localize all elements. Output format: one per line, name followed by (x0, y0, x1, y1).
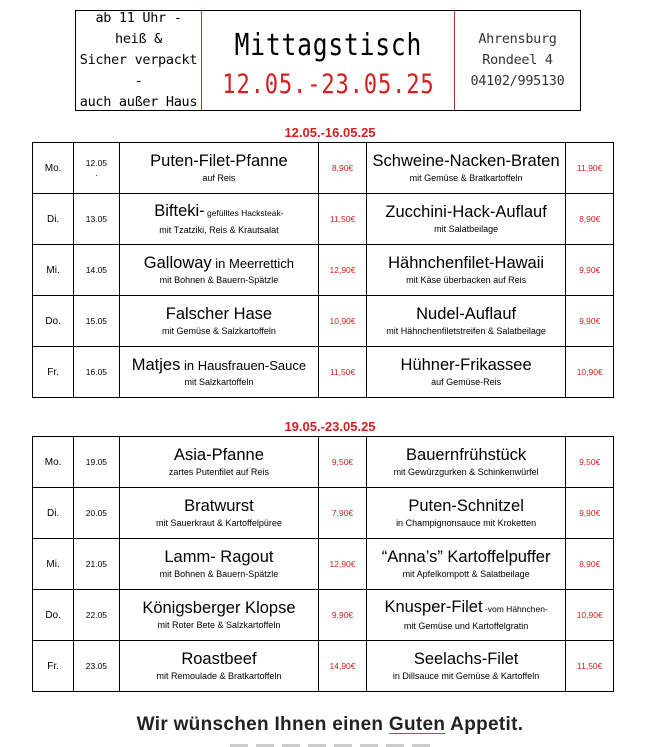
price-label: 9,90€ (331, 610, 354, 620)
dish-name-line (367, 650, 566, 669)
dish-cell (119, 296, 319, 347)
dish-description: mit Bohnen & Bauern-Spätzle (159, 275, 279, 285)
price-cell (319, 641, 367, 692)
dish-name-line (120, 305, 319, 324)
day-cell (33, 245, 74, 296)
day-cell (33, 488, 74, 539)
dish-cell (366, 590, 566, 641)
price-label: 8,90€ (579, 214, 601, 224)
day-cell (33, 296, 74, 347)
dish-name-line (367, 203, 566, 222)
page-title: Mittagstisch (234, 27, 422, 63)
address-city: Ahrensburg (478, 31, 557, 47)
dish-description: mit Hähnchenfiletstreifen & Salatbeilage (386, 326, 546, 336)
day-cell (33, 590, 74, 641)
dish-name-line (367, 254, 566, 273)
dish-name: Bifteki- (154, 202, 205, 220)
dish-description: mit Remoulade & Bratkartoffeln (156, 671, 282, 681)
header-box (75, 10, 581, 111)
day-label: Di. (46, 213, 60, 225)
dish-name-line (367, 305, 566, 324)
price-cell (566, 488, 614, 539)
dish-name-suffix: gefülltes Hacksteak- (204, 208, 284, 218)
price-label: 12,90€ (329, 559, 356, 569)
price-label: 9,90€ (579, 265, 601, 275)
price-cell (319, 590, 367, 641)
price-label: 11,50€ (329, 214, 356, 224)
dish-description: mit Roter Bete & Salzkartoffeln (157, 620, 281, 630)
dish-cell (366, 347, 566, 398)
day-cell (33, 437, 74, 488)
table-row (33, 641, 614, 692)
date-cell (74, 539, 119, 590)
date-cell (74, 347, 119, 398)
dish-description: mit Bohnen & Bauern-Spätzle (159, 569, 279, 579)
dish-name: Hähnchenfilet-Hawaii (388, 254, 545, 272)
day-label: Mi. (46, 264, 60, 276)
price-cell (319, 143, 367, 194)
dish-description: mit Gewürzgurken & Schinkenwürfel (393, 467, 539, 477)
price-cell (319, 347, 367, 398)
price-label: 10,90€ (576, 367, 603, 377)
day-cell (33, 641, 74, 692)
dish-description: mit Tzatziki, Reis & Krautsalat (159, 225, 279, 235)
dish-name-line (120, 497, 319, 516)
dish-name: Lamm- Ragout (164, 548, 274, 566)
dish-name-line (367, 548, 566, 567)
day-cell (33, 347, 74, 398)
dish-description: zartes Putenfilet auf Reis (168, 467, 269, 477)
dish-name-line (367, 446, 566, 465)
price-label: 9,50€ (331, 457, 354, 467)
price-label: 8,90€ (579, 559, 601, 569)
dish-name: Galloway (143, 254, 212, 272)
address-phone: 04102/995130 (470, 73, 565, 89)
price-cell (319, 194, 367, 245)
week-title: 12.05.-16.05.25 (284, 125, 376, 140)
price-label: 9,90€ (579, 316, 601, 326)
dish-name: Puten-Filet-Pfanne (150, 152, 288, 170)
date-cell (74, 590, 119, 641)
dish-name-line (367, 497, 566, 516)
day-label: Di. (46, 507, 60, 519)
price-cell (566, 194, 614, 245)
service-line: ab 11 Uhr - heiß & (95, 10, 182, 47)
dish-name: Schweine-Nacken-Braten (372, 152, 560, 170)
price-label: 11,50€ (329, 367, 356, 377)
date-cell (74, 245, 119, 296)
date-label: 14.05 (85, 265, 108, 275)
dish-cell (119, 437, 319, 488)
price-cell (566, 539, 614, 590)
day-cell (33, 539, 74, 590)
dish-name-line (120, 446, 319, 465)
dish-cell (366, 488, 566, 539)
date-label: 19.05 (85, 457, 108, 467)
dish-name-line (120, 356, 319, 375)
dish-cell (119, 590, 319, 641)
day-label: Mi. (46, 558, 60, 570)
day-label: Mo. (44, 456, 62, 468)
dish-cell (366, 539, 566, 590)
price-label: 11,90€ (577, 163, 603, 173)
dish-cell (119, 245, 319, 296)
price-label: 9,90€ (579, 508, 601, 518)
date-extra: . (95, 168, 98, 178)
week-title: 19.05.-23.05.25 (284, 419, 376, 434)
dish-description: in Dillsauce mit Gemüse & Kartoffeln (392, 671, 540, 681)
dish-name: Knusper-Filet (384, 598, 483, 616)
dish-name-line (120, 254, 319, 273)
header-service-info (76, 11, 202, 110)
dish-name: Roastbeef (181, 650, 257, 668)
dish-name-line (120, 202, 319, 223)
price-label: 12,90€ (329, 265, 356, 275)
date-cell (74, 641, 119, 692)
dish-name-line (367, 598, 566, 619)
dish-name: Königsberger Klopse (142, 599, 296, 617)
dish-name-line (367, 356, 566, 375)
day-label: Do. (45, 609, 61, 621)
dish-cell (366, 143, 566, 194)
dish-description: mit Apfelkompott & Salatbeilage (402, 569, 530, 579)
dish-description: mit Sauerkraut & Kartoffelpüree (155, 518, 282, 528)
date-label: 15.05 (85, 316, 108, 326)
price-label: 8,90€ (331, 163, 354, 173)
price-cell (566, 641, 614, 692)
dish-name-suffix: in Meerrettich (211, 256, 295, 271)
dish-name: Seelachs-Filet (413, 650, 519, 668)
dish-cell (119, 641, 319, 692)
footer-text-pre: Wir wünschen Ihnen einen (136, 714, 389, 735)
dish-name: “Anna’s” Kartoffelpuffer (381, 548, 551, 566)
dish-description: auf Gemüse-Reis (431, 377, 502, 387)
dish-name: Matjes (131, 356, 181, 374)
price-label: 7,90€ (331, 508, 354, 518)
date-cell (74, 488, 119, 539)
price-cell (566, 347, 614, 398)
date-cell (74, 437, 119, 488)
dish-name-line (120, 650, 319, 669)
table-row (33, 143, 614, 194)
dish-name: Puten-Schnitzel (408, 497, 524, 515)
date-cell (74, 296, 119, 347)
dish-name-line (120, 152, 319, 171)
dish-description: mit Salzkartoffeln (184, 377, 254, 387)
price-label: 11,50€ (577, 661, 603, 671)
dish-name-suffix: in Hausfrauen-Sauce (180, 358, 307, 373)
price-cell (566, 245, 614, 296)
date-label: 20.05 (85, 508, 108, 518)
dish-name: Bratwurst (184, 497, 254, 515)
footer-greeting (0, 714, 660, 736)
day-label: Fr. (47, 660, 59, 672)
table-row (33, 437, 614, 488)
dish-name-suffix: -vom Hähnchen- (482, 604, 548, 614)
dish-name: Hühner-Frikassee (400, 356, 532, 374)
price-label: 10,90€ (329, 316, 356, 326)
day-cell (33, 194, 74, 245)
table-row (33, 194, 614, 245)
dish-cell (119, 347, 319, 398)
week-table (32, 436, 614, 692)
dish-description: mit Gemüse & Salzkartoffeln (161, 326, 276, 336)
dish-name: Falscher Hase (165, 305, 273, 323)
dish-description: in Champignonsauce mit Kroketten (396, 518, 537, 528)
price-cell (319, 245, 367, 296)
price-cell (319, 488, 367, 539)
dish-cell (366, 437, 566, 488)
date-cell (74, 143, 119, 194)
day-cell (33, 143, 74, 194)
dish-name: Zucchini-Hack-Auflauf (385, 203, 547, 221)
price-cell (566, 143, 614, 194)
dish-name-line (120, 548, 319, 567)
price-label: 10,90€ (576, 610, 603, 620)
date-label: 23.05 (85, 661, 108, 671)
price-cell (319, 437, 367, 488)
date-label: 16.05 (85, 367, 108, 377)
dish-description: mit Salatbeilage (434, 224, 499, 234)
service-line: Sicher verpackt - (79, 52, 198, 89)
dish-description: mit Käse überbacken auf Reis (406, 275, 527, 285)
footer-text-post: Appetit. (445, 714, 524, 735)
dish-cell (366, 194, 566, 245)
table-row (33, 347, 614, 398)
dish-name: Nudel-Auflauf (416, 305, 517, 323)
service-line-text: auch außer Haus (79, 94, 198, 110)
date-label: 22.05 (85, 610, 108, 620)
table-row (33, 590, 614, 641)
dish-name: Bauernfrühstück (406, 446, 527, 464)
dish-cell (119, 488, 319, 539)
dish-cell (366, 245, 566, 296)
dish-description: auf Reis (202, 173, 236, 183)
table-row (33, 296, 614, 347)
dish-name-line (120, 599, 319, 618)
dish-cell (366, 296, 566, 347)
day-label: Mo. (44, 162, 62, 174)
dish-description: mit Gemüse & Bratkartoffeln (409, 173, 523, 183)
price-cell (566, 590, 614, 641)
date-label: 12.05 (85, 158, 108, 168)
week-table (32, 142, 614, 398)
price-cell (319, 296, 367, 347)
dish-cell (119, 194, 319, 245)
footer-text-highlight: Guten (388, 714, 446, 735)
header-title-block (202, 11, 455, 110)
dish-name: Asia-Pfanne (173, 446, 264, 464)
day-label: Fr. (47, 366, 59, 378)
address-street: Rondeel 4 (482, 52, 553, 68)
price-cell (319, 539, 367, 590)
dish-cell (119, 539, 319, 590)
day-label: Do. (45, 315, 61, 327)
price-cell (566, 296, 614, 347)
dish-name-line (367, 152, 566, 171)
dish-description: mit Gemüse und Kartoffelgratin (403, 621, 529, 631)
date-cell (74, 194, 119, 245)
header-address (455, 11, 580, 110)
dish-cell (119, 143, 319, 194)
service-line (80, 92, 197, 113)
table-row (33, 488, 614, 539)
price-label: 14,90€ (329, 661, 356, 671)
price-label: 9,50€ (579, 457, 601, 467)
table-row (33, 539, 614, 590)
date-range: 12.05.-23.05.25 (221, 68, 435, 100)
date-label: 13.05 (85, 214, 108, 224)
date-label: 21.05 (85, 559, 108, 569)
cutoff-line (230, 742, 430, 747)
price-cell (566, 437, 614, 488)
dish-cell (366, 641, 566, 692)
table-row (33, 245, 614, 296)
